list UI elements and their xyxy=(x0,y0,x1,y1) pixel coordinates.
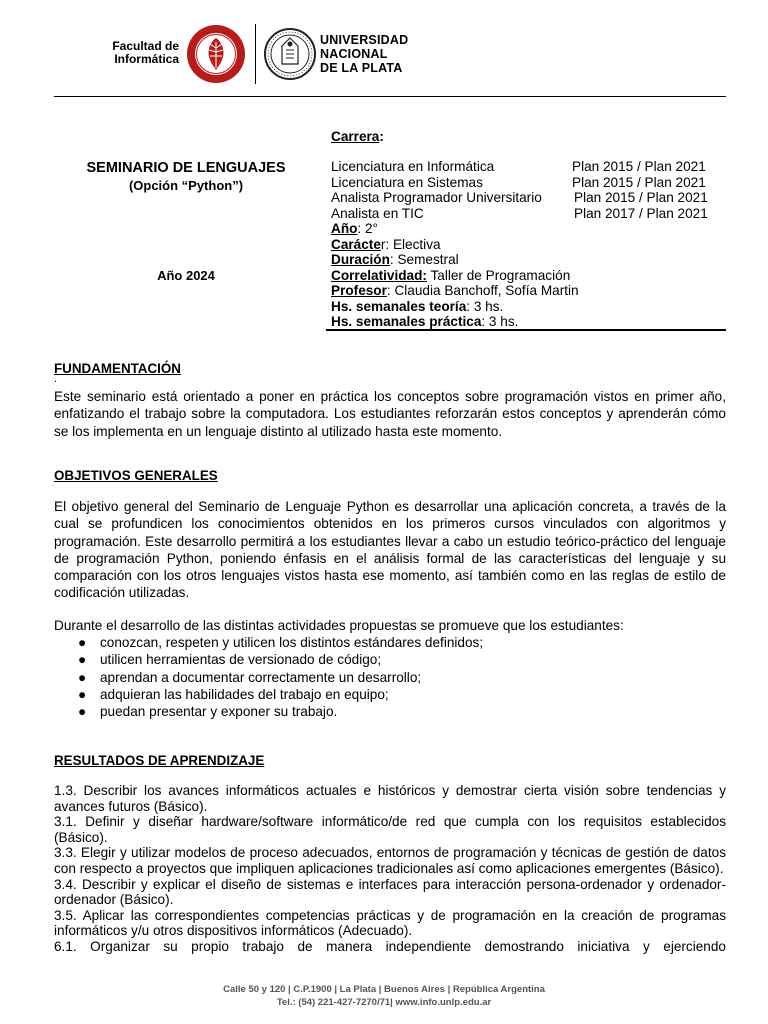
university-name xyxy=(320,33,408,75)
practica-label: Hs. semanales práctica xyxy=(331,314,482,329)
faculty-seal-icon xyxy=(186,24,246,84)
fundamentacion-dot: . xyxy=(54,373,58,385)
anio-row xyxy=(331,221,378,237)
career-name: Analista Programador Universitario xyxy=(331,190,542,205)
resultados-heading: RESULTADOS DE APRENDIZAJE xyxy=(54,753,265,768)
faculty-name xyxy=(107,40,179,66)
footer-address: Calle 50 y 120 | C.P.1900 | La Plata | Buenos Aires | República Argentina xyxy=(223,984,545,995)
resultados-list xyxy=(54,783,726,955)
profesor-label: Profesor xyxy=(331,283,387,298)
university-name-line1: UNIVERSIDAD xyxy=(320,33,409,47)
correlatividad-label: Correlatividad: xyxy=(331,268,427,283)
carrera-colon: : xyxy=(379,129,384,144)
duracion-row xyxy=(331,252,459,268)
profesor-value: : Claudia Banchoff, Sofía Martin xyxy=(386,283,579,298)
course-subtitle: (Opción “Python”) xyxy=(128,178,244,193)
carrera-heading xyxy=(331,129,384,145)
objetivos-bullet-list xyxy=(78,634,483,720)
teoria-row xyxy=(331,299,503,315)
caracter-value: r: Electiva xyxy=(380,237,441,252)
profesor-row xyxy=(331,283,579,299)
resultado-item: 1.3. Describir los avances informáticos actuales e históricos y demostrar cierta visión sobre tendencias y avances futuros (Básico). xyxy=(54,783,726,814)
duracion-value: : Semestral xyxy=(389,252,459,267)
career-name: Licenciatura en Informática xyxy=(331,159,495,174)
teoria-label: Hs. semanales teoría xyxy=(331,299,467,314)
career-name: Analista en TIC xyxy=(331,206,424,221)
objetivos-text: El objetivo general del Seminario de Lenguaje Python es desarrollar una aplicación concreta, a través de la cual se profundicen los conocimientos obtenidos en los primeros cursos vinculados con algoritmos y programación. Este desarrollo permitirá a los estudiantes llevar a cabo un estudio teórico-práctico del lenguaje de programación Python, poniendo énfasis en el análisis formal de las características del lenguaje y su comparación con los otros lenguajes vistos hasta ese momento, así también como en las reglas de estilo de codificación utilizadas. xyxy=(54,499,726,601)
resultado-item: 3.1. Definir y diseñar hardware/software informático/de red que cumpla con los requisitos establecidos (Básico). xyxy=(54,814,726,845)
list-item xyxy=(78,686,483,703)
correlatividad-value: Taller de Programación xyxy=(426,268,571,283)
career-plan: Plan 2015 / Plan 2021 xyxy=(572,159,706,174)
caracter-label: Carácte xyxy=(331,237,381,252)
header-rule xyxy=(54,96,726,97)
career-plan: Plan 2015 / Plan 2021 xyxy=(574,190,708,205)
objetivos-heading: OBJETIVOS GENERALES xyxy=(54,468,218,483)
list-item-text: puedan presentar y exponer su trabajo. xyxy=(100,704,338,720)
practica-row xyxy=(331,314,518,330)
resultado-item: 3.4. Describir y explicar el diseño de sistemas e interfaces para interacción persona-ordenador y ordenador-ordenador (Básico). xyxy=(54,876,726,908)
list-item xyxy=(78,703,483,720)
info-rule xyxy=(326,329,726,331)
header-divider xyxy=(255,24,256,84)
list-item-text: conozcan, respeten y utilicen los distintos estándares definidos; xyxy=(100,635,484,650)
bullet-icon: ● xyxy=(78,652,87,668)
career-name: Licenciatura en Sistemas xyxy=(331,175,483,190)
carrera-label: Carrera xyxy=(331,129,380,144)
career-plan: Plan 2017 / Plan 2021 xyxy=(574,206,708,221)
list-item xyxy=(78,669,483,686)
career-plan: Plan 2015 / Plan 2021 xyxy=(572,175,706,190)
course-year: Año 2024 xyxy=(157,268,215,283)
bullet-icon: ● xyxy=(78,669,87,685)
footer-contact: Tel.: (54) 221-427-7270/71| www.info.unlp.edu.ar xyxy=(276,997,492,1008)
list-item xyxy=(78,634,483,651)
correlatividad-row xyxy=(331,268,570,284)
university-name-line3: DE LA PLATA xyxy=(320,61,403,75)
list-item-text: aprendan a documentar correctamente un desarrollo; xyxy=(100,669,422,685)
resultado-item: 6.1. Organizar su propio trabajo de manera independiente demostrando iniciativa y ejerciendo xyxy=(54,938,726,954)
objetivos-intro: Durante el desarrollo de las distintas actividades propuestas se promueve que los estudiantes: xyxy=(54,618,624,633)
duracion-label: Duración xyxy=(331,252,390,267)
anio-value: : 2° xyxy=(357,221,378,236)
caracter-row xyxy=(331,237,441,253)
university-seal-icon xyxy=(264,24,316,84)
resultado-item: 3.3. Elegir y utilizar modelos de proceso adecuados, entornos de programación y técnicas de gestión de datos con respecto a proyectos que impliquen aplicaciones tradicionales así como aplicaciones emergentes (Básico). xyxy=(54,845,726,876)
faculty-name-line1: Facultad de xyxy=(112,39,179,53)
list-item xyxy=(78,651,483,668)
resultado-item: 3.5. Aplicar las correspondientes competencias prácticas y de programación en la creación de programas informáticos y/u otros dispositivos informáticos (Adecuado). xyxy=(54,907,726,939)
practica-value: : 3 hs. xyxy=(481,314,519,329)
list-item-text: utilicen herramientas de versionado de código; xyxy=(100,652,382,668)
fundamentacion-text: Este seminario está orientado a poner en práctica los conceptos sobre programación vistos en primer año, enfatizando el trabajo sobre la computadora. Los estudiantes reforzarán estos conceptos y aprenderán cómo se los implementa en un lenguaje distinto al utilizado hasta este momento. xyxy=(54,389,726,439)
bullet-icon: ● xyxy=(78,704,87,720)
course-title: SEMINARIO DE LENGUAJES xyxy=(86,160,286,176)
university-name-line2: NACIONAL xyxy=(320,47,388,61)
teoria-value: : 3 hs. xyxy=(466,299,504,314)
fundamentacion-heading: FUNDAMENTACIÓN xyxy=(54,361,181,376)
bullet-icon: ● xyxy=(78,635,87,650)
list-item-text: adquieran las habilidades del trabajo en equipo; xyxy=(100,686,389,702)
bullet-icon: ● xyxy=(78,686,87,702)
faculty-name-line2: Informática xyxy=(114,52,179,66)
anio-label: Año xyxy=(331,221,358,236)
